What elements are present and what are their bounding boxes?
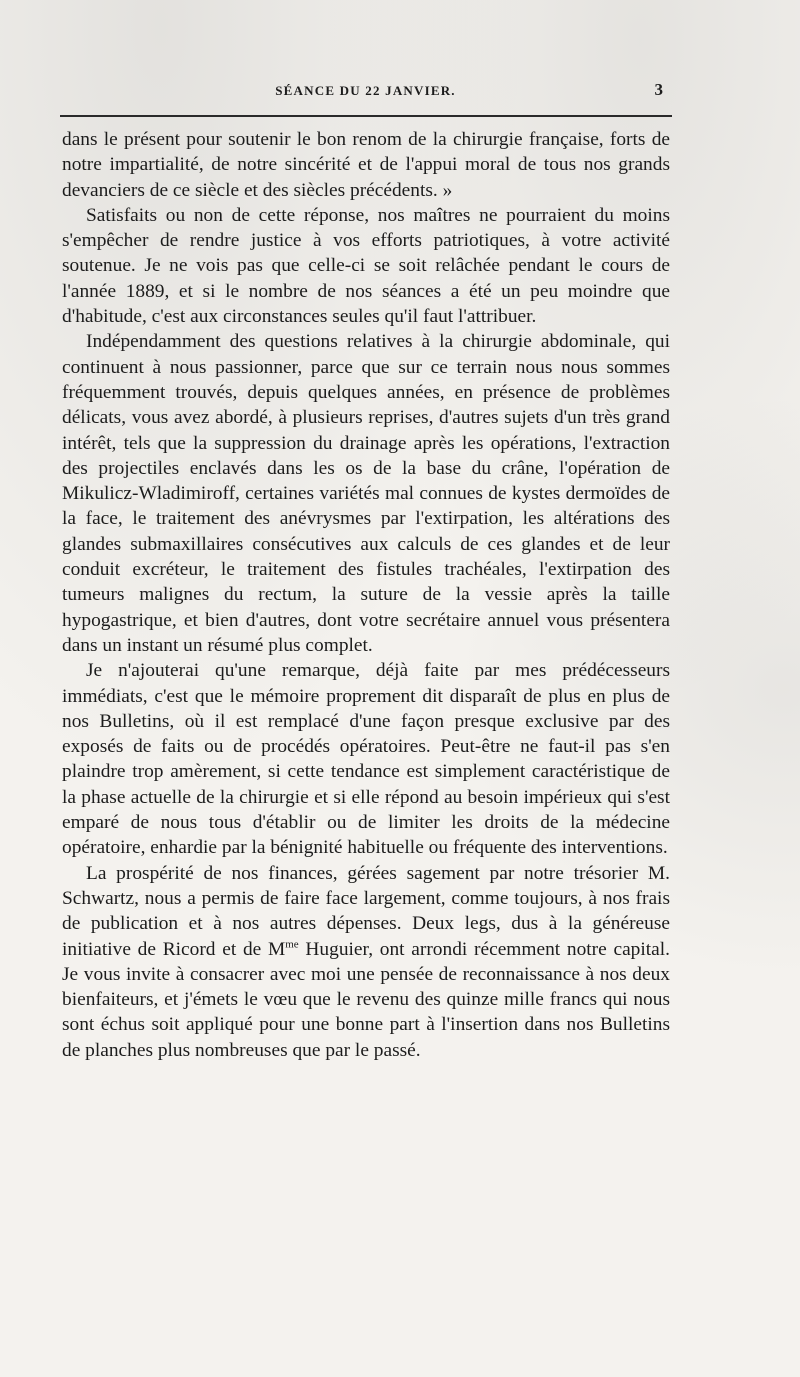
paragraph-5-part-2: Huguier, ont arrondi récemment notre capital. Je vous invite à consacrer avec moi une pensée de reconnaissance à nos deux bienfaiteurs, et j'émets le vœu que le revenu des quinze mille francs qui nous sont échus soit appliqué pour une bonne part à l'insertion dans nos Bulletins de planches plus nombreuses que par le passé. (62, 938, 670, 1061)
running-head (62, 79, 669, 103)
running-title: SÉANCE DU 22 JANVIER. (275, 83, 456, 98)
superscript-me: me (285, 938, 299, 951)
header-rule (60, 115, 672, 117)
paragraph-3: Indépendamment des questions relatives à la chirurgie abdominale, qui continuent à nous passionner, parce que sur ce terrain nous nous sommes fréquemment trouvés, depuis quelques années, en présence de problèmes délicats, vous avez abordé, à plusieurs reprises, d'autres sujets d'un très grand intérêt, tels que la suppression du drainage après les opérations, l'extraction des projectiles enclavés dans les os de la base du crâne, l'opération de Mikulicz-Wladimiroff, certaines variétés mal connues de kystes dermoïdes de la face, le traitement des anévrysmes par l'extirpation, les altérations des glandes submaxillaires consécutives aux calculs de ces glandes et de leur conduit excréteur, le traitement des fistules trachéales, l'extirpation des tumeurs malignes du rectum, la suture de la vessie après la taille hypogastrique, et bien d'autres, dont votre secrétaire annuel vous présentera dans un instant un résumé plus complet. (62, 331, 670, 656)
paragraph-5-part-1: La prospérité de nos finances, gérées sagement par notre trésorier M. Schwartz, nous a permis de faire face largement, comme toujours, à nos frais de publication et à nos autres dépenses. Deux legs, dus à la généreuse initiative de Ricord et de M (62, 862, 670, 960)
paragraph-5 (62, 861, 670, 1063)
page-number: 3 (654, 80, 663, 99)
paragraph-2: Satisfaits ou non de cette réponse, nos maîtres ne pourraient du moins s'empêcher de rendre justice à vos efforts patriotiques, à votre activité soutenue. Je ne vois pas que celle-ci se soit relâchée pendant le cours de l'année 1889, et si le nombre de nos séances a été un peu moindre que d'habitude, c'est aux circonstances seules qu'il faut l'attribuer. (62, 204, 670, 328)
body-text (62, 127, 670, 1063)
paragraph-1: dans le présent pour soutenir le bon renom de la chirurgie française, forts de notre impartialité, de notre sincérité et de l'appui moral de tous nos grands devanciers de ce siècle et des siècles précédents. » (62, 129, 670, 201)
paragraph-4: Je n'ajouterai qu'une remarque, déjà faite par mes prédécesseurs immédiats, c'est que le mémoire proprement dit disparaît de plus en plus de nos Bulletins, où il est remplacé d'une façon presque exclusive par des exposés de faits ou de procédés opératoires. Peut-être ne faut-il pas s'en plaindre trop amèrement, si cette tendance est simplement caractéristique de la phase actuelle de la chirurgie et si elle répond au besoin impérieux qui s'est emparé de nous tous d'établir ou de limiter les droits de la médecine opératoire, enhardie par la bénignité habituelle ou fréquente des interventions. (62, 660, 670, 859)
